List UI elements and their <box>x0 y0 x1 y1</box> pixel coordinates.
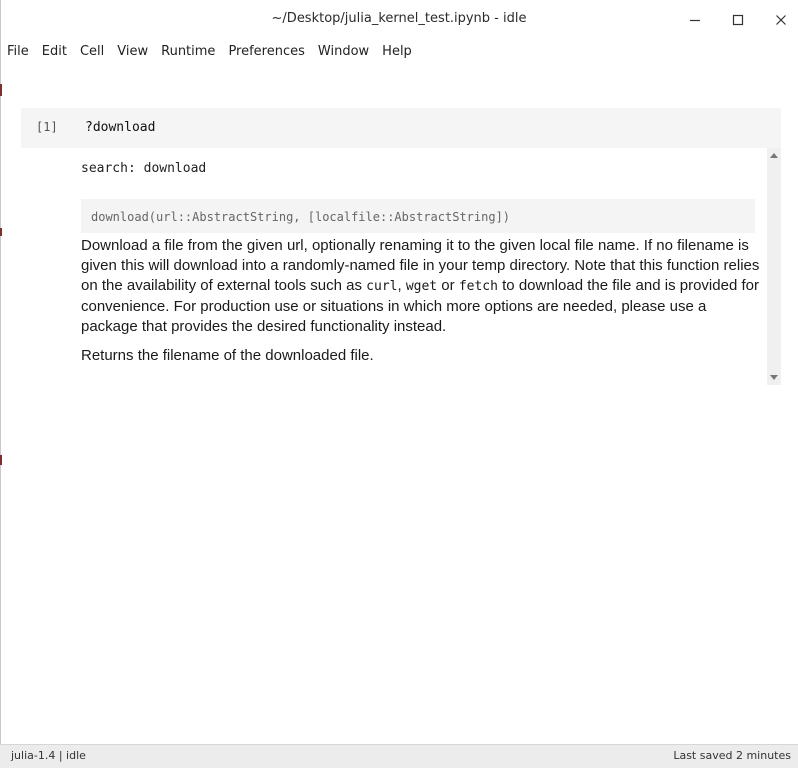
function-signature: download(url::AbstractString, [localfile::AbstractString]) <box>91 210 511 224</box>
menu-preferences[interactable]: Preferences <box>228 44 305 59</box>
search-line: search: download <box>81 161 207 176</box>
menu-cell[interactable]: Cell <box>79 44 105 59</box>
window-left-border <box>0 0 1 768</box>
edge-marker <box>0 84 2 96</box>
doc-text: , <box>397 277 406 294</box>
menu-bar <box>0 40 418 64</box>
menu-help[interactable]: Help <box>382 44 412 59</box>
minimize-icon <box>689 14 701 26</box>
doc-text: to download the file and is provided for convenience. For production use or situations in which more options are needed, please use a package that provides the desired functionality instead. <box>81 277 759 335</box>
status-bar <box>0 744 798 768</box>
menu-view[interactable]: View <box>117 44 149 59</box>
inline-code-fetch: fetch <box>458 279 498 294</box>
execution-prompt: [1] <box>36 120 58 134</box>
close-button[interactable] <box>767 8 795 32</box>
maximize-icon <box>732 14 744 26</box>
minimize-button[interactable] <box>681 8 709 32</box>
doc-text: Download a file from the given url, optionally renaming it to the given local file name. If no filename is given this will download into a randomly-named file in your temp directory. Note that this function relies on the availability of external tools such as <box>81 237 760 294</box>
close-icon <box>775 14 787 26</box>
code-cell-input[interactable] <box>21 108 781 148</box>
docstring-paragraph <box>81 236 761 337</box>
doc-text: or <box>437 277 459 294</box>
scroll-down-icon[interactable] <box>770 375 778 380</box>
cell-output <box>21 148 781 385</box>
cell-code[interactable]: ?download <box>85 120 156 135</box>
title-bar <box>0 0 798 40</box>
edge-marker <box>0 455 2 465</box>
inline-code-curl: curl <box>366 279 398 294</box>
output-scrollbar[interactable] <box>767 148 781 385</box>
returns-paragraph: Returns the filename of the downloaded file. <box>81 347 374 364</box>
save-status: Last saved 2 minutes <box>673 749 791 762</box>
signature-block <box>81 199 755 233</box>
maximize-button[interactable] <box>724 8 752 32</box>
menu-edit[interactable]: Edit <box>41 44 67 59</box>
window-title: ~/Desktop/julia_kernel_test.ipynb - idle <box>271 11 527 26</box>
scroll-up-icon[interactable] <box>770 153 778 158</box>
edge-marker <box>0 228 2 236</box>
menu-window[interactable]: Window <box>317 44 370 59</box>
menu-file[interactable]: File <box>7 44 29 59</box>
kernel-status: julia-1.4 | idle <box>11 749 86 762</box>
menu-runtime[interactable]: Runtime <box>161 44 216 59</box>
inline-code-wget: wget <box>405 279 438 294</box>
